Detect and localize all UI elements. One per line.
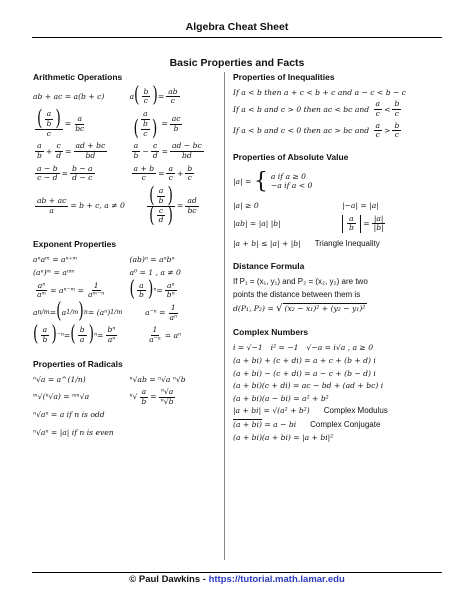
complex-neg-root: √−a = i√a , a ≥ 0	[306, 342, 374, 352]
complex-section	[233, 327, 443, 443]
formula-frac-of-frac: ( $\frac{a}{b}$ ) ( $\frac{c}{d}$ ) = $\frac{ad}{bc}$	[149, 184, 197, 228]
formula-exp-neg-2: $\frac{1}{\text{a⁻ⁿ}}$ = aⁿ	[149, 325, 182, 345]
inequalities-section	[233, 72, 443, 140]
formula-a-over-b-over-c: a ( $\frac{b}{c}$ ) = $\frac{ab}{c}$	[129, 83, 178, 108]
formula-exp-quotient: $\frac{\text{aⁿ}}{\text{aᵐ}}$ = aⁿ⁻ᵐ = $\frac{1}{\text{aᵐ⁻ⁿ}}$	[37, 280, 105, 300]
column-divider	[224, 72, 225, 560]
triangle-inequality-label: Triangle Inequality	[314, 239, 380, 249]
complex-i-def: i = √−1	[233, 342, 263, 352]
formula-frac-neg: $\frac{a - b}{c - d}$ = $\frac{b - a}{d - c}$	[37, 163, 93, 183]
exponent-heading: Exponent Properties	[33, 238, 117, 249]
abs-product: |ab| = |a| |b|	[233, 219, 281, 229]
complex-heading: Complex Numbers	[233, 327, 309, 338]
distance-section	[233, 261, 443, 315]
formula-exp-product: aⁿaᵐ = aⁿ⁺ᵐ	[33, 254, 78, 264]
abs-neg: |−a| = |a|	[342, 201, 379, 211]
formula-frac-over-c: ( $\frac{a}{b}$ ) c = $\frac{a}{bc}$	[37, 107, 85, 138]
formula-exp-ab: (ab)ⁿ = aⁿbⁿ	[129, 254, 175, 264]
distance-text-2: points the distance between them is	[233, 289, 361, 299]
exponent-section	[33, 239, 218, 345]
complex-conj-product: (a + bi)(a − bi) = a² + b²	[233, 393, 329, 403]
formula-frac-sub: $\frac{a}{b}$ − $\frac{c}{d}$ = $\frac{ad - bc}{bd}$	[133, 141, 202, 160]
complex-sub: (a + bi) − (c + di) = a − c + (b − d) i	[233, 368, 376, 378]
left-column	[33, 70, 218, 449]
footer-author: © Paul Dawkins -	[129, 574, 209, 585]
complex-conjugate: (a + bi) = a − bi Complex Conjugate	[233, 420, 381, 430]
formula-a-over-frac: a ( $\frac{b}{c}$ ) = $\frac{ac}{b}$	[133, 109, 181, 141]
formula-rad-nested: ᵐ√(ⁿ√a) = ⁿᵐ√a	[33, 392, 90, 402]
ineq-rule-add: If a < b then a + c < b + c and a − c < b − c	[233, 87, 406, 97]
radicals-section	[33, 359, 218, 438]
formula-exp-neg-frac: ( $\frac{a}{b}$ ) ⁻ⁿ= ( $\frac{b}{a}$ ) ⁿ= $\frac{\text{bⁿ}}{\text{aⁿ}}$	[33, 322, 116, 347]
distance-formula: d(P₁, P₂) = √ (x₂ − x₁)² + (y₂ − y₁)²	[233, 302, 366, 314]
header-rule	[32, 37, 442, 38]
ineq-rule-mult-pos: If a < b and c > 0 then ac < bc and $\frac{a}{c}$ < $\frac{b}{c}$	[233, 99, 400, 118]
formula-rad-def: ⁿ√a = a^(1/n)	[33, 374, 86, 384]
arithmetic-section	[33, 72, 218, 228]
right-column	[233, 70, 443, 455]
formula-factor-cancel: $\frac{ab + ac}{a}$ = b + c, a ≠ 0	[37, 195, 125, 215]
absolute-value-section	[233, 152, 443, 249]
formula-exp-frac-power: ( $\frac{a}{b}$ ) ⁿ= $\frac{\text{aⁿ}}{\text{bⁿ}}$	[129, 277, 175, 302]
footer	[0, 574, 474, 585]
formula-rad-product: ⁿ√ab = ⁿ√a ⁿ√b	[129, 374, 186, 384]
ineq-rule-mult-neg: If a < b and c < 0 then ac > bc and $\frac{a}{c}$ > $\frac{b}{c}$	[233, 120, 400, 140]
radicals-heading: Properties of Radicals	[33, 358, 123, 369]
inequalities-heading: Properties of Inequalities	[233, 72, 335, 82]
footer-rule	[32, 572, 442, 573]
formula-rad-even: ⁿ√aⁿ = |a| if n is even	[33, 427, 114, 437]
formula-exp-zero: a⁰ = 1 , a ≠ 0	[129, 268, 181, 278]
formula-rad-odd: ⁿ√aⁿ = a if n is odd	[33, 410, 105, 420]
complex-add: (a + bi) + (c + di) = a + c + (b + d) i	[233, 356, 376, 366]
abs-nonneg: |a| ≥ 0	[233, 201, 259, 211]
absolute-value-heading: Properties of Absolute Value	[233, 151, 349, 162]
formula-frac-split: $\frac{a + b}{c}$ = $\frac{a}{c}$ + $\frac{b}{c}$	[133, 163, 193, 183]
complex-conj-modulus: (a + bi)(a + bi) = |a + bi|²	[233, 433, 334, 443]
complex-mult: (a + bi)(c + di) = ac − bd + (ad + bc) i	[233, 381, 384, 391]
complex-i-squared: i² = −1	[270, 342, 299, 352]
formula-frac-add: $\frac{a}{b}$ + $\frac{c}{d}$ = $\frac{ad + bc}{bd}$	[37, 141, 106, 160]
distance-text-1: If P₁ = (x₁, y₁) and P₂ = (x₂, y₂) are two	[233, 276, 368, 286]
abs-definition: |a| = { a if a ≥ 0 −a if a < 0	[233, 168, 313, 194]
page-title: Algebra Cheat Sheet	[185, 21, 289, 33]
complex-modulus: |a + bi| = √(a² + b²) Complex Modulus	[233, 406, 388, 416]
footer-link[interactable]: https://tutorial.math.lamar.edu	[208, 574, 345, 585]
formula-exp-power: (aⁿ)ᵐ = aⁿᵐ	[33, 268, 75, 278]
abs-quotient: $\frac{a}{b}$ = $\frac{|a|}{|b|}$	[342, 215, 443, 233]
formula-rad-quotient: ⁿ√ $\frac{a}{b}$ = $\frac{\text{ⁿ√a}}{\text{ⁿ√b}}$	[129, 386, 174, 406]
formula-exp-rational: a n/m = ( a 1/m ) n = (aⁿ) 1/m	[33, 300, 123, 325]
section-subtitle: Basic Properties and Facts	[169, 57, 305, 69]
arithmetic-heading: Arithmetic Operations	[33, 72, 123, 82]
formula-distributive: ab + ac = a(b + c)	[33, 92, 105, 102]
distance-heading: Distance Formula	[233, 261, 305, 272]
formula-exp-neg-1: a⁻ⁿ = $\frac{1}{\text{aⁿ}}$	[145, 303, 178, 322]
abs-triangle: |a + b| ≤ |a| + |b| Triangle Inequality	[233, 239, 380, 249]
